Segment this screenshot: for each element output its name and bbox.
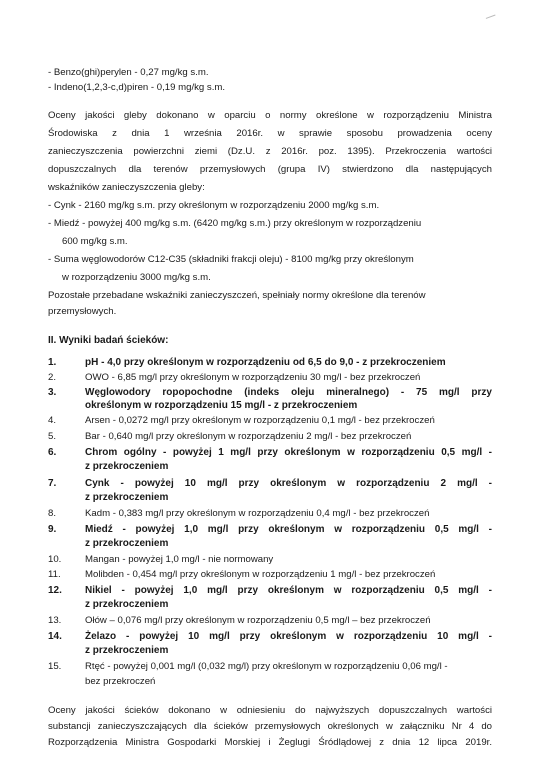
item-number: 10. [48, 554, 62, 565]
item-text: Rtęć - powyżej 0,001 mg/l (0,032 mg/l) przy określonym w rozporządzeniu 0,06 mg/l - [85, 661, 448, 672]
paragraph-line: wskaźników zanieczyszczenia gleby: [48, 182, 205, 193]
item-text: Arsen - 0,0272 mg/l przy określonym w rozporządzeniu 0,1 mg/l - bez przekroczeń [85, 415, 435, 426]
soil-item: - Miedź - powyżej 400 mg/kg s.m. (6420 mg/kg s.m.) przy określonym w rozporządzeniu [48, 218, 422, 229]
item-number: 11. [48, 569, 61, 580]
paragraph-line: przemysłowych. [48, 306, 117, 317]
item-text: Ołów – 0,076 mg/l przy określonym w rozporządzeniu 0,5 mg/l – bez przekroczeń [85, 615, 431, 626]
item-text: Miedź - powyżej 1,0 mg/l przy określonym w rozporządzeniu 0,5 mg/l - [85, 524, 492, 535]
item-number: 6. [48, 447, 57, 458]
item-number: 13. [48, 615, 62, 626]
item-text: Molibden - 0,454 mg/l przy określonym w rozporządzeniu 1 mg/l - bez przekroczeń [85, 569, 436, 580]
section-heading: II. Wyniki badań ścieków: [48, 335, 169, 346]
soil-item: - Cynk - 2160 mg/kg s.m. przy określonym w rozporządzeniu 2000 mg/kg s.m. [48, 200, 380, 211]
list-item: - Benzo(ghi)perylen - 0,27 mg/kg s.m. [48, 67, 209, 78]
item-text-cont: bez przekroczeń [85, 676, 156, 687]
paragraph-line: dopuszczalnych dla terenów przemysłowych (grupa IV) stwierdzono dla następujących [48, 164, 492, 175]
item-number: 1. [48, 357, 57, 368]
item-text-cont: z przekroczeniem [85, 492, 169, 503]
item-number: 4. [48, 415, 57, 426]
paragraph-line: substancji zanieczyszczających dla ścieków przemysłowych określonych w załączniku Nr 4 do [48, 721, 492, 732]
item-text-cont: określonym w rozporządzeniu 15 mg/l - z przekroczeniem [85, 400, 358, 411]
item-number: 9. [48, 524, 57, 535]
paragraph-line: zanieczyszczenia powierzchni ziemi (Dz.U. z 2016r. poz. 1395). Przekroczenia wartości [48, 146, 492, 157]
item-text: Kadm - 0,383 mg/l przy określonym w rozporządzeniu 0,4 mg/l - bez przekroczeń [85, 508, 430, 519]
item-number: 3. [48, 387, 57, 398]
paragraph-line: Oceny jakości gleby dokonano w oparciu o normy określone w rozporządzeniu Ministra [48, 110, 492, 121]
item-number: 2. [48, 372, 57, 383]
item-text-cont: z przekroczeniem [85, 599, 169, 610]
scan-mark [486, 15, 498, 27]
item-number: 12. [48, 585, 62, 596]
item-text: Węglowodory ropopochodne (indeks oleju mineralnego) - 75 mg/l przy [85, 387, 492, 398]
item-text-cont: z przekroczeniem [85, 461, 169, 472]
soil-item-cont: w rozporządzeniu 3000 mg/kg s.m. [62, 272, 211, 283]
item-text: Nikiel - powyżej 1,0 mg/l przy określonym w rozporządzeniu 0,5 mg/l - [85, 585, 492, 596]
item-text: Mangan - powyżej 1,0 mg/l - nie normowany [85, 554, 274, 565]
item-number: 5. [48, 431, 57, 442]
item-number: 14. [48, 631, 62, 642]
item-number: 8. [48, 508, 57, 519]
item-text: pH - 4,0 przy określonym w rozporządzeniu od 6,5 do 9,0 - z przekroczeniem [85, 357, 446, 368]
item-number: 7. [48, 478, 57, 489]
paragraph-line: Środowiska z dnia 1 września 2016r. w sprawie sposobu prowadzenia oceny [48, 128, 492, 139]
item-text-cont: z przekroczeniem [85, 538, 169, 549]
item-number: 15. [48, 661, 62, 672]
item-text: OWO - 6,85 mg/l przy określonym w rozporządzeniu 30 mg/l - bez przekroczeń [85, 372, 421, 383]
item-text: Cynk - powyżej 10 mg/l przy określonym w rozporządzeniu 2 mg/l - [85, 478, 492, 489]
list-item: - Indeno(1,2,3-c,d)piren - 0,19 mg/kg s.m. [48, 82, 226, 93]
paragraph-line: Oceny jakości ścieków dokonano w odniesieniu do najwyższych dopuszczalnych wartości [48, 705, 492, 716]
soil-item: - Suma węglowodorów C12-C35 (składniki frakcji oleju) - 8100 mg/kg przy określonym [48, 254, 414, 265]
item-text: Żelazo - powyżej 10 mg/l przy określonym w rozporządzeniu 10 mg/l - [85, 631, 492, 642]
item-text: Chrom ogólny - powyżej 1 mg/l przy określonym w rozporządzeniu 0,5 mg/l - [85, 447, 492, 458]
soil-item-cont: 600 mg/kg s.m. [62, 236, 128, 247]
paragraph-line: Pozostałe przebadane wskaźniki zanieczyszczeń, spełniały normy określone dla terenów [48, 290, 426, 301]
item-text-cont: z przekroczeniem [85, 645, 169, 656]
paragraph-line: Rozporządzenia Ministra Gospodarki Morskiej i Żeglugi Śródlądowej z dnia 12 lipca 2019r. [48, 737, 492, 748]
item-text: Bar - 0,640 mg/l przy określonym w rozporządzeniu 2 mg/l - bez przekroczeń [85, 431, 412, 442]
